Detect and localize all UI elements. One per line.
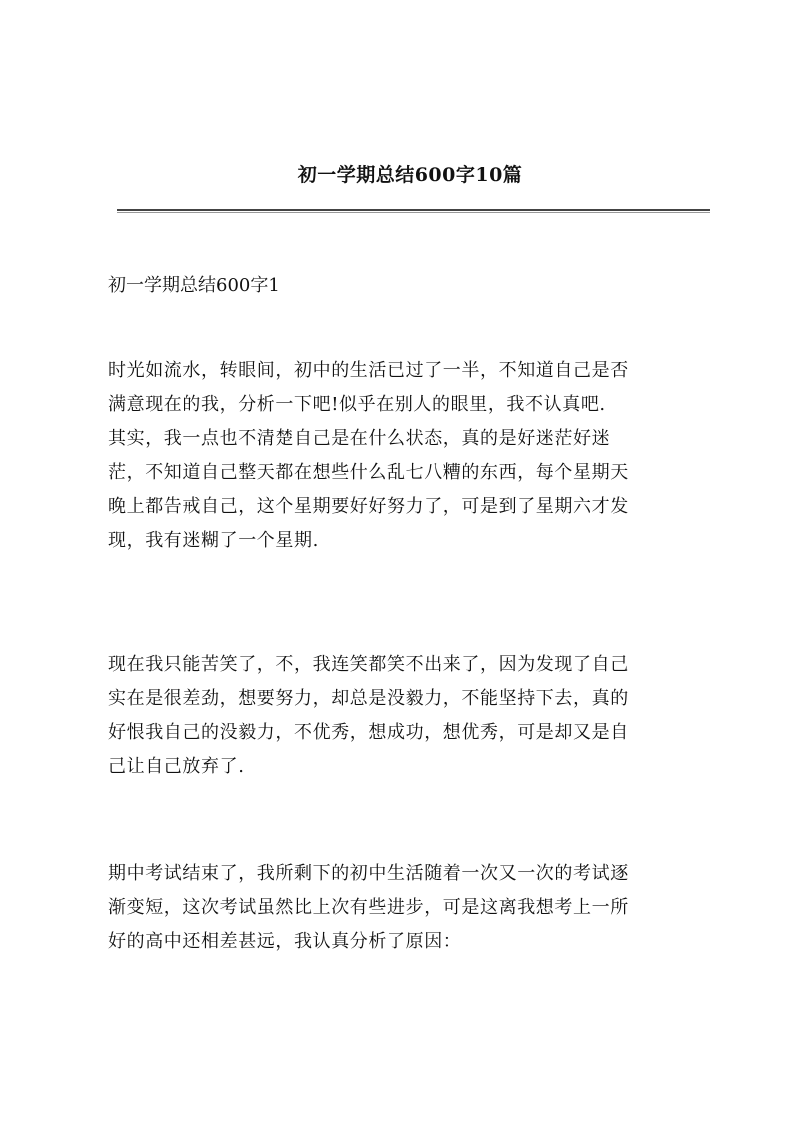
paragraph-line: 满意现在的我，分析一下吧!似乎在别人的眼里，我不认真吧. <box>108 394 606 415</box>
paragraph-line: 己让自己放弃了. <box>108 756 245 777</box>
paragraph-line: 渐变短，这次考试虽然比上次有些进步，可是这离我想考上一所 <box>108 897 629 918</box>
paragraph-line: 其实，我一点也不清楚自己是在什么状态，真的是好迷茫好迷 <box>108 428 611 449</box>
paragraph-line: 好恨我自己的没毅力，不优秀，想成功，想优秀，可是却又是自 <box>108 722 629 743</box>
paragraph-line: 晚上都告戒自己，这个星期要好好努力了，可是到了星期六才发 <box>108 496 629 517</box>
paragraph-line: 好的高中还相差甚远，我认真分析了原因： <box>108 931 462 952</box>
paragraph-2 <box>108 648 714 784</box>
paragraph-1 <box>108 354 714 558</box>
paragraph-line: 茫，不知道自己整天都在想些什么乱七八糟的东西，每个星期天 <box>108 462 629 483</box>
paragraph-line: 时光如流水，转眼间，初中的生活已过了一半，不知道自己是否 <box>108 360 629 381</box>
document-title: 初一学期总结600字10篇 <box>297 164 523 186</box>
paragraph-line: 期中考试结束了，我所剩下的初中生活随着一次又一次的考试逐 <box>108 863 629 884</box>
paragraph-3 <box>108 857 714 959</box>
title-divider <box>117 209 710 213</box>
section-heading: 初一学期总结600字1 <box>108 275 280 296</box>
paragraph-line: 现，我有迷糊了一个星期. <box>108 530 319 551</box>
paragraph-line: 实在是很差劲，想要努力，却总是没毅力，不能坚持下去，真的 <box>108 688 629 709</box>
paragraph-line: 现在我只能苦笑了，不，我连笑都笑不出来了，因为发现了自己 <box>108 654 629 675</box>
